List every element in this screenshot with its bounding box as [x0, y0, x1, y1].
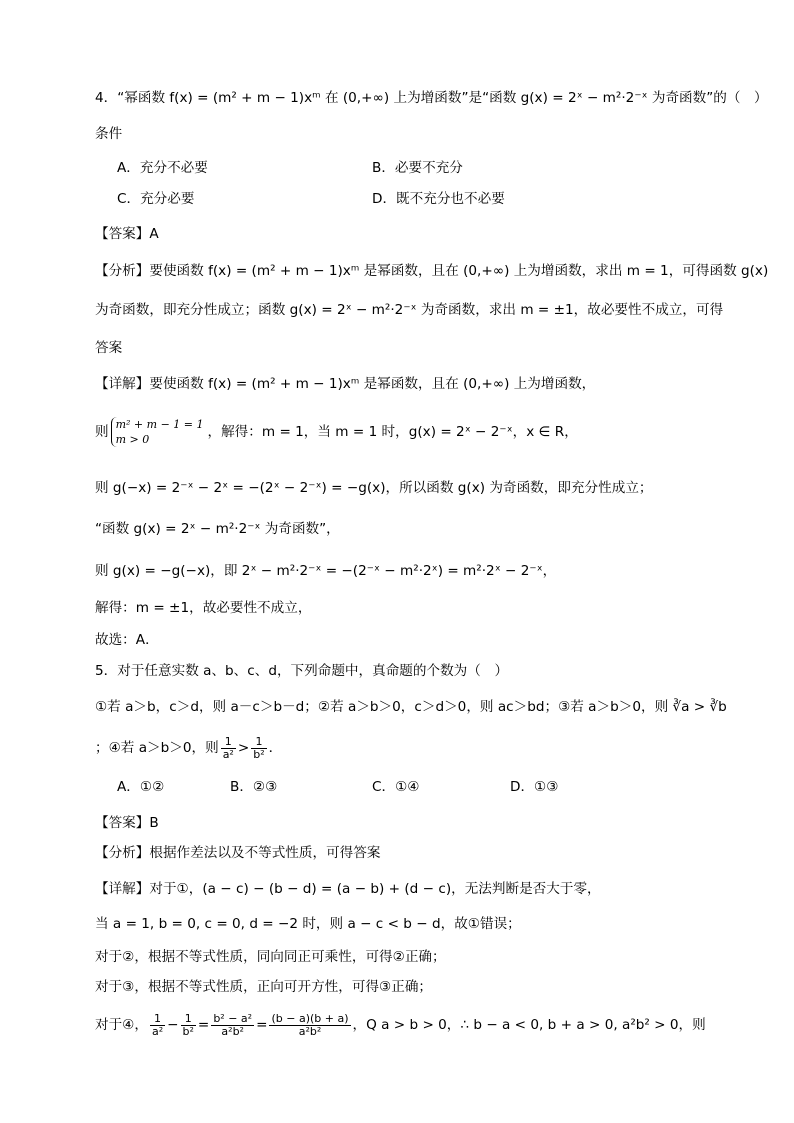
q4-detail-system-line: [95, 416, 578, 448]
system-prefix: 则: [95, 424, 109, 440]
q4-detail-line1: [95, 374, 595, 394]
system-eq-bottom: m > 0: [115, 433, 150, 446]
q5-option-d: D．①③: [510, 779, 559, 795]
fraction-diff-squares: [211, 1013, 254, 1038]
q5-option-a: A．①②: [117, 779, 165, 795]
gt-sign: >: [237, 740, 250, 756]
q4-analysis-line3: 答案: [95, 340, 123, 356]
fraction-1-over-b2: [251, 736, 266, 761]
answer-tag: 【答案】: [95, 226, 150, 242]
props-line2-suffix: ．: [268, 740, 283, 756]
fraction-numerator: 1: [251, 736, 266, 749]
q4-option-d: D．既不充分也不必要: [372, 191, 505, 207]
q5-detail-line2: 当 a = 1, b = 0, c = 0, d = −2 时，则 a − c < b − d，故①错误；: [95, 916, 521, 932]
equals-sign: =: [197, 1017, 210, 1033]
line5-suffix: ，Q a > b > 0，∴ b − a < 0, b + a > 0, a²b² > 0，则: [352, 1017, 706, 1033]
answer-tag: 【答案】: [95, 815, 150, 831]
fraction-denominator: b²: [182, 1024, 194, 1038]
q4-answer: [95, 224, 159, 244]
q4-stem-line1: 4．“幂函数 f(x) = (m² + m − 1)xᵐ 在 (0,+∞) 上为增函数”是“函数 g(x) = 2ˣ − m²·2⁻ˣ 为奇函数”的（ ）: [95, 90, 768, 106]
fraction-1-over-b2: [181, 1013, 196, 1038]
q5-detail-line1: [95, 879, 601, 899]
fraction-1-over-a2: [221, 736, 236, 761]
analysis-tag: 【分析】: [95, 845, 150, 861]
equation-system: [111, 417, 204, 447]
system-suffix: ，解得：m = 1，当 m = 1 时，g(x) = 2ˣ − 2⁻ˣ，x ∈ R，: [207, 424, 578, 440]
q5-option-c: C．①④: [372, 779, 420, 795]
detail-tag: 【详解】: [95, 376, 150, 392]
answer-value: B: [149, 815, 159, 831]
q4-detail-line5: 则 g(x) = −g(−x)，即 2ˣ − m²·2⁻ˣ = −(2⁻ˣ − m²·2ˣ) = m²·2ˣ − 2⁻ˣ，: [95, 563, 557, 579]
q5-props-line1: ①若 a＞b，c＞d，则 a－c＞b－d；②若 a＞b＞0，c＞d＞0，则 ac＞bd；③若 a＞b＞0，则 ∛a > ∛b: [95, 699, 727, 715]
q4-detail-line7: 故选：A．: [95, 632, 159, 648]
equals-sign: =: [256, 1017, 268, 1033]
analysis-text: 要使函数 f(x) = (m² + m − 1)xᵐ 是幂函数，且在 (0,+∞) 上为增函数，求出 m = 1，可得函数 g(x): [149, 263, 769, 279]
fraction-denominator: a²: [222, 747, 234, 761]
fraction-denominator: b²: [253, 747, 265, 761]
detail-tag: 【详解】: [95, 881, 150, 897]
fraction-numerator: 1: [150, 1013, 165, 1026]
detail-text: 对于①，(a − c) − (b − d) = (a − b) + (d − c)，无法判断是否大于零，: [149, 881, 601, 897]
q4-option-c: C．充分必要: [117, 191, 195, 207]
minus-sign: −: [167, 1017, 179, 1033]
fraction-numerator: b² − a²: [213, 1011, 253, 1025]
analysis-tag: 【分析】: [95, 263, 150, 279]
q5-stem: 5．对于任意实数 a、b、c、d，下列命题中，真命题的个数为（ ）: [95, 663, 509, 679]
fraction-1-over-a2: [150, 1013, 165, 1038]
q4-option-a: A．充分不必要: [117, 160, 208, 176]
line5-prefix: 对于④，: [95, 1017, 148, 1033]
fraction-numerator: (b − a)(b + a): [271, 1011, 349, 1025]
q4-detail-line3: 则 g(−x) = 2⁻ˣ − 2ˣ = −(2ˣ − 2⁻ˣ) = −g(x)，所以函数 g(x) 为奇函数，即充分性成立；: [95, 480, 653, 496]
q5-detail-line5: [95, 1008, 706, 1042]
analysis-text: 根据作差法以及不等式性质，可得答案: [149, 845, 381, 861]
q4-stem-line2: 条件: [95, 126, 123, 142]
system-eq-top: m² + m − 1 = 1: [115, 418, 204, 431]
fraction-denominator: a²b²: [221, 1024, 244, 1038]
fraction-denominator: a²b²: [298, 1024, 322, 1038]
q4-detail-line6: 解得：m = ±1，故必要性不成立，: [95, 600, 312, 616]
q4-detail-line4: “函数 g(x) = 2ˣ − m²·2⁻ˣ 为奇函数”，: [95, 521, 340, 537]
q5-answer: [95, 813, 159, 833]
detail-text: 要使函数 f(x) = (m² + m − 1)xᵐ 是幂函数，且在 (0,+∞) 上为增函数，: [149, 376, 596, 392]
q5-analysis: [95, 843, 380, 863]
q5-detail-line4: 对于③，根据不等式性质，正向可开方性，可得③正确；: [95, 979, 433, 995]
fraction-numerator: 1: [221, 736, 236, 749]
fraction-numerator: 1: [181, 1013, 196, 1026]
q4-analysis-line2: 为奇函数，即充分性成立；函数 g(x) = 2ˣ − m²·2⁻ˣ 为奇函数，求出 m = ±1，故必要性不成立，可得: [95, 302, 724, 318]
answer-value: A: [149, 226, 159, 242]
q5-detail-line3: 对于②，根据不等式性质，同向同正可乘性，可得②正确；: [95, 949, 446, 965]
q4-analysis-line1: [95, 261, 768, 281]
props-line2-prefix: ；④若 a＞b＞0，则: [95, 740, 219, 756]
q4-option-b: B．必要不充分: [372, 160, 463, 176]
q5-option-b: B．②③: [230, 779, 278, 795]
fraction-denominator: a²: [151, 1024, 164, 1038]
q5-props-line2: [95, 733, 282, 763]
fraction-factored: [269, 1013, 350, 1038]
